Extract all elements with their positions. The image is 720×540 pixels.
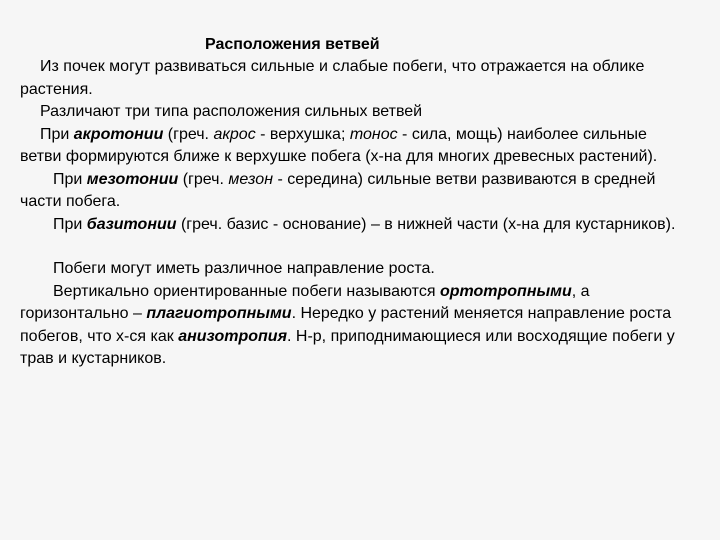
term-basitony: базитонии	[86, 215, 177, 233]
term-mesotony: мезотонии	[86, 170, 179, 188]
greek-word-akros: акрос	[213, 125, 256, 143]
greek-word-mezon: мезон	[228, 170, 274, 188]
greek-word-tonos: тонос	[349, 125, 398, 143]
text-segment: - верхушка;	[255, 125, 350, 143]
slide-title: Расположения ветвей	[205, 36, 380, 53]
paragraph-tropism	[20, 281, 680, 371]
text-segment: При	[53, 170, 87, 188]
term-plagiotropic: плагиотропными	[146, 305, 292, 322]
text-segment: Вертикально ориентированные побеги называются	[53, 282, 440, 300]
paragraph-mesotony	[20, 169, 680, 214]
text-segment: - сила, мощь) наиболее сильные ветви формируются ближе к верхушке побега (х-на для многих древесных растений).	[20, 125, 658, 165]
paragraph-basitony	[20, 214, 680, 237]
paragraph-spacer	[20, 236, 680, 258]
slide-body	[20, 56, 680, 371]
text-segment: (греч.	[178, 170, 229, 188]
term-orthotropic: ортотропными	[439, 282, 572, 300]
text-segment: - середина) сильные ветви развиваются в средней части побега.	[20, 170, 656, 210]
paragraph-growth-direction: Побеги могут иметь различное направление роста.	[53, 260, 435, 277]
term-acrotony: акротонии	[73, 125, 164, 143]
text-segment: . Нередко у растений меняется направление роста побегов, что х-ся как	[20, 305, 672, 345]
text-segment: . Н-р, приподнимающиеся или восходящие побеги у трав и кустарников.	[20, 327, 675, 367]
text-segment: При	[40, 125, 74, 143]
text-segment: (греч. базис - основание) – в нижней части (х-на для кустарников).	[176, 215, 676, 233]
paragraph-three-types: Различают три типа расположения сильных ветвей	[40, 103, 423, 120]
term-anisotropy: анизотропия	[178, 327, 287, 345]
paragraph-buds: Из почек могут развиваться сильные и слабые побеги, что отражается на облике растения.	[20, 58, 645, 98]
text-segment: При	[53, 215, 87, 233]
text-segment: , а горизонтально –	[20, 282, 590, 322]
paragraph-acrotony	[20, 124, 680, 169]
text-segment: (греч.	[163, 125, 214, 143]
